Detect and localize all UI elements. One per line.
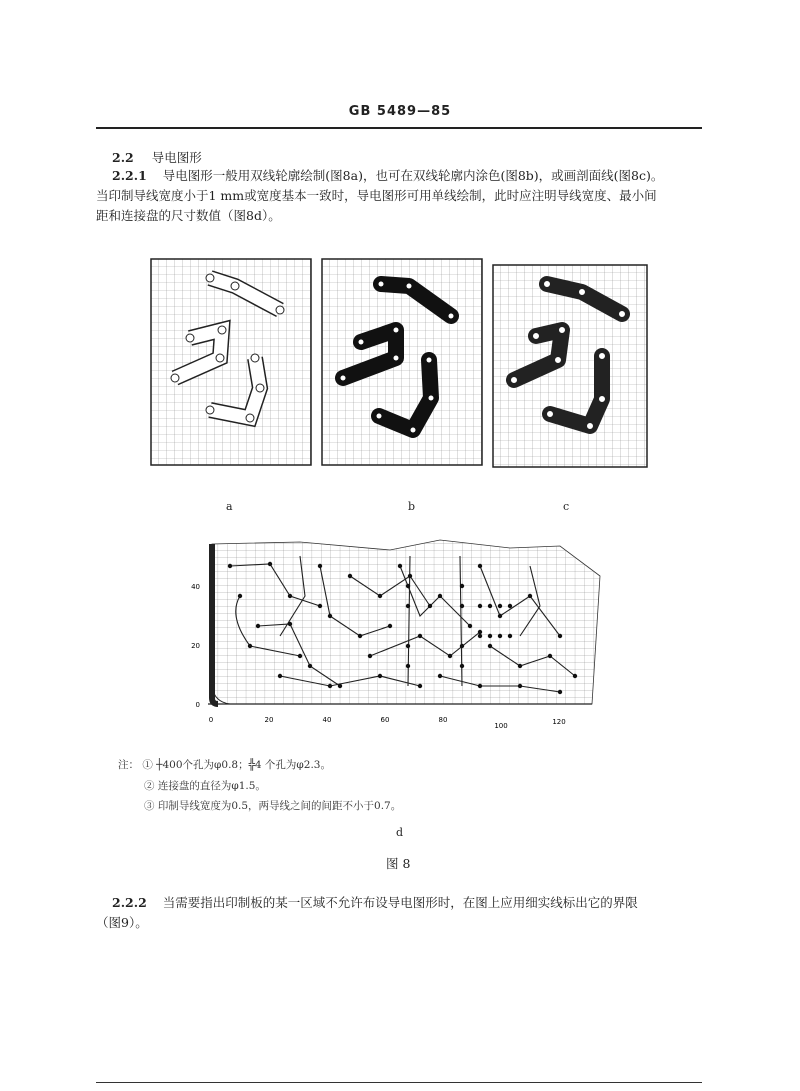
para-2-2-1-line-2: 当印制导线宽度小于1 mm或宽度基本一致时，导电图形可用单线绘制，此时应注明导线宽度、最小间 bbox=[96, 188, 657, 203]
x-tick-100: 100 bbox=[494, 722, 508, 730]
y-tick-20: 20 bbox=[191, 642, 200, 650]
figure-8b bbox=[321, 258, 483, 466]
section-number: 2.2 bbox=[112, 150, 134, 165]
header-rule bbox=[96, 127, 702, 129]
figure-8a bbox=[150, 258, 312, 466]
x-tick-80: 80 bbox=[438, 716, 448, 724]
para-2-2-2-number: 2.2.2 bbox=[112, 895, 147, 910]
standard-number-header: GB 5489—85 bbox=[348, 104, 452, 119]
x-tick-0: 0 bbox=[208, 716, 214, 724]
figure-label-b: b bbox=[408, 500, 416, 513]
y-tick-0: 0 bbox=[195, 701, 200, 709]
para-2-2-1-number: 2.2.1 bbox=[112, 168, 147, 183]
x-tick-60: 60 bbox=[380, 716, 390, 724]
x-tick-20: 20 bbox=[264, 716, 274, 724]
note-prefix: 注： bbox=[118, 759, 139, 771]
footer-rule bbox=[96, 1082, 702, 1083]
para-2-2-1-line-3: 距和连接盘的尺寸数值（图8d）。 bbox=[96, 208, 281, 223]
figure-8d bbox=[180, 536, 612, 736]
figure-8c bbox=[492, 264, 648, 468]
x-tick-40: 40 bbox=[322, 716, 332, 724]
note-3: ③ 印制导线宽度为0.5，两导线之间的间距不小于0.7。 bbox=[144, 800, 402, 812]
figure-label-a: a bbox=[226, 500, 233, 513]
section-title: 导电图形 bbox=[151, 150, 202, 165]
x-tick-120: 120 bbox=[552, 718, 566, 726]
para-2-2-2-line-2: （图9）。 bbox=[96, 915, 148, 930]
para-2-2-1-line-1: 2.2.1 导电图形一般用双线轮廓绘制(图8a)，也可在双线轮廓内涂色(图8b)，或画剖面线(图8c)。 bbox=[112, 168, 664, 183]
figure-caption: 图 8 bbox=[386, 856, 411, 871]
section-heading bbox=[112, 148, 202, 168]
figure-label-d: d bbox=[396, 826, 404, 839]
figure-label-c: c bbox=[563, 500, 570, 513]
y-tick-40: 40 bbox=[191, 583, 200, 591]
para-2-2-2-line-1: 2.2.2 当需要指出印制板的某一区域不允许布设导电图形时，在图上应用细实线标出它的界限 bbox=[112, 895, 638, 910]
note-2: ② 连接盘的直径为φ1.5。 bbox=[144, 780, 266, 792]
note-1: 注： ① ┼400个孔为φ0.8；╬4 个孔为φ2.3。 bbox=[118, 759, 331, 771]
